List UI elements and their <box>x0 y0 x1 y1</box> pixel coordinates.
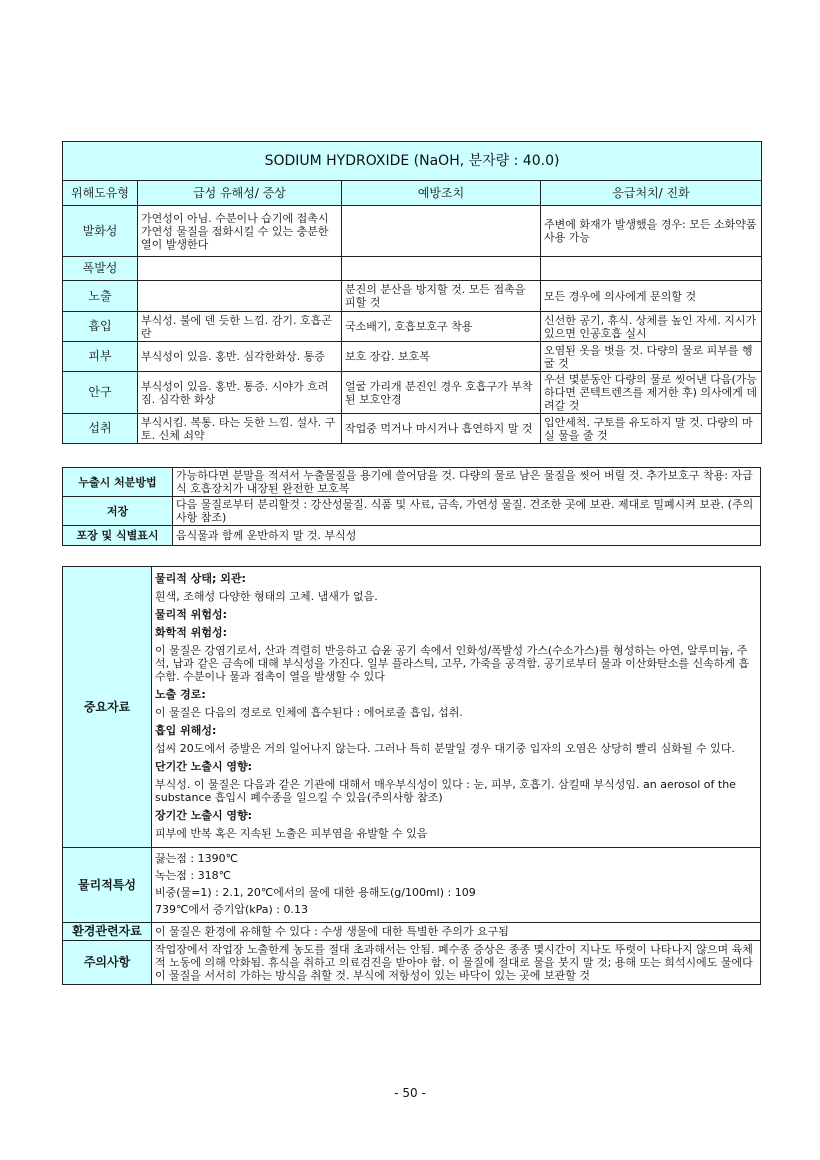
physical-property: 739℃에서 증기압(kPa) : 0.13 <box>155 903 308 916</box>
spill-row-label: 저장 <box>63 497 173 526</box>
important-paragraph: 이 물질은 다음의 경로로 인체에 흡수된다 : 에어로졸 흡입, 섭취. <box>155 706 463 719</box>
first-aid-cell: 모든 경우에 의사에게 문의할 것 <box>541 281 762 312</box>
important-paragraph: 섭씨 20도에서 증발은 거의 일어나지 않는다. 그러나 특히 분말일 경우 대기중 입자의 오염은 상당히 빨리 심화될 수 있다. <box>155 742 735 755</box>
header-hazard-type: 위해도유형 <box>63 181 138 206</box>
spill-row <box>63 526 761 546</box>
hazard-row <box>63 206 762 257</box>
first-aid-cell <box>541 257 762 281</box>
substance-title: SODIUM HYDROXIDE (NaOH, 분자량 : 40.0) <box>63 142 762 181</box>
prevention-cell: 보호 장갑. 보호복 <box>342 342 541 372</box>
symptoms-cell: 부식성이 있음. 홍반. 심각한화상. 통증 <box>138 342 342 372</box>
prevention-cell: 분진의 분산을 방지할 것. 모든 접촉을 피할 것 <box>342 281 541 312</box>
hazard-type-cell: 피부 <box>63 342 138 372</box>
spill-row-text: 다음 물질로부터 분리할것 : 강산성물질. 식품 및 사료, 금속, 가연성 물질. 건조한 곳에 보관. 제대로 밀폐시켜 보관. (주의사항 참조) <box>173 497 761 526</box>
hazard-type-cell: 섭취 <box>63 414 138 444</box>
hazard-row <box>63 342 762 372</box>
important-subheading: 물리적 위험성: <box>155 608 227 621</box>
hazard-table <box>62 141 762 444</box>
hazard-row <box>63 414 762 444</box>
environment-text: 이 물질은 환경에 유해할 수 있다 : 수생 생물에 대한 특별한 주의가 요구됨 <box>152 923 761 941</box>
physical-property: 끓는점 : 1390℃ <box>155 852 238 865</box>
first-aid-cell: 신선한 공기, 휴식. 상체를 높인 자세. 지시가 있으면 인공호흡 실시 <box>541 312 762 342</box>
symptoms-cell: 부식성. 불에 덴 듯한 느낌. 감기. 호흡곤란 <box>138 312 342 342</box>
first-aid-cell: 오염된 옷을 벗을 것. 다량의 물로 피부를 헹굴 것 <box>541 342 762 372</box>
hazard-type-cell: 노출 <box>63 281 138 312</box>
page-number: - 50 - <box>394 1086 426 1100</box>
spill-row-label: 포장 및 식별표시 <box>63 526 173 546</box>
important-subheading: 화학적 위험성: <box>155 626 227 639</box>
physical-property: 비중(물=1) : 2.1, 20℃에서의 물에 대한 용해도(g/100ml) : 109 <box>155 886 476 899</box>
important-paragraph: 피부에 반복 혹은 지속된 노출은 피부염을 유발할 수 있음 <box>155 827 428 840</box>
spill-row <box>63 468 761 497</box>
physical-label: 물리적특성 <box>63 848 152 923</box>
header-first-aid: 응급처치/ 진화 <box>541 181 762 206</box>
spill-row-text: 음식물과 함께 운반하지 말 것. 부식성 <box>173 526 761 546</box>
symptoms-cell: 가연성이 아님. 수분이나 습기에 접촉시 가연성 물질을 점화시킬 수 있는 충분한 열이 발생한다 <box>138 206 342 257</box>
caution-label: 주의사항 <box>63 941 152 985</box>
first-aid-cell: 우선 몇분동안 다량의 물로 씻어낸 다음(가능하다면 콘텍트렌즈를 제거한 후) 의사에게 데려갈 것 <box>541 372 762 414</box>
symptoms-cell: 부식성이 있음. 홍반. 통증. 시야가 흐려짐. 심각한 화상 <box>138 372 342 414</box>
hazard-row <box>63 372 762 414</box>
caution-text: 작업장에서 작업장 노출한계 농도를 절대 초과해서는 안됨. 폐수종 증상은 종종 몇시간이 지나도 뚜렷이 나타나지 않으며 육체적 노동에 의해 악화됨. 휴식을 취하고 의료검진을 받아야 함. 이 물질에 절대로 물을 붓지 말 것; 용해 또는 희석시에도 물에다 이 물질을 서서히 가하는 방식을 취할 것. 부식에 저항성이 있는 바닥이 있는 곳에 보관할 것 <box>152 941 761 985</box>
prevention-cell <box>342 206 541 257</box>
physical-content <box>152 848 761 923</box>
symptoms-cell: 부식시킴. 복통. 타는 듯한 느낌. 설사. 구토. 신체 쇠약 <box>138 414 342 444</box>
important-paragraph: 흰색, 조해성 다양한 형태의 고체. 냄새가 없음. <box>155 590 378 603</box>
prevention-cell: 얼굴 가리개 분진인 경우 호흡구가 부착된 보호안경 <box>342 372 541 414</box>
first-aid-cell: 주변에 화재가 발생했을 경우: 모든 소화약품 사용 가능 <box>541 206 762 257</box>
important-subheading: 장기간 노출시 영향: <box>155 809 253 822</box>
important-label: 중요자료 <box>63 567 152 848</box>
hazard-type-cell: 안구 <box>63 372 138 414</box>
info-table <box>62 566 761 985</box>
important-content <box>152 567 761 848</box>
prevention-cell <box>342 257 541 281</box>
important-subheading: 노출 경로: <box>155 688 206 701</box>
prevention-cell: 작업중 먹거나 마시거나 흡연하지 말 것 <box>342 414 541 444</box>
hazard-type-cell: 폭발성 <box>63 257 138 281</box>
spill-row-label: 누출시 처분방법 <box>63 468 173 497</box>
symptoms-cell <box>138 281 342 312</box>
hazard-type-cell: 발화성 <box>63 206 138 257</box>
important-subheading: 흡입 위해성: <box>155 724 217 737</box>
spill-storage-table <box>62 467 761 546</box>
header-symptoms: 급성 유해성/ 증상 <box>138 181 342 206</box>
important-paragraph: 부식성. 이 물질은 다음과 같은 기관에 대해서 매우부식성이 있다 : 눈, 피부, 호흡기. 삼킬때 부식성임. an aerosol of the substance 흡입시 폐수종을 일으킬 수 있음(주의사항 참조) <box>155 778 736 804</box>
symptoms-cell <box>138 257 342 281</box>
hazard-row <box>63 281 762 312</box>
environment-label: 환경관련자료 <box>63 923 152 941</box>
header-prevention: 예방조치 <box>342 181 541 206</box>
first-aid-cell: 입안세척. 구토를 유도하지 말 것. 다량의 마실 물을 줄 것 <box>541 414 762 444</box>
hazard-row <box>63 312 762 342</box>
important-subheading: 단기간 노출시 영향: <box>155 760 253 773</box>
hazard-type-cell: 흡입 <box>63 312 138 342</box>
important-subheading: 물리적 상태; 외관: <box>155 572 246 585</box>
spill-row-text: 가능하다면 분말을 적셔서 누출물질을 용기에 쓸어담을 것. 다량의 물로 남은 물질을 씻어 버릴 것. 추가보호구 착용: 자급식 호흡장치가 내장된 완전한 보호복 <box>173 468 761 497</box>
hazard-row <box>63 257 762 281</box>
physical-property: 녹는점 : 318℃ <box>155 869 231 882</box>
spill-row <box>63 497 761 526</box>
prevention-cell: 국소배기, 호흡보호구 착용 <box>342 312 541 342</box>
important-paragraph: 이 물질은 강염기로서, 산과 격렬히 반응하고 습윤 공기 속에서 인화성/폭발성 가스(수소가스)를 형성하는 아연, 알루미늄, 주석, 납과 같은 금속에 대해 부식성을 가진다. 일부 플라스틱, 고무, 가죽을 공격함. 공기로부터 물과 이산화탄소를 신속하게 흡수함. 수분이나 물과 접촉이 열을 발생할 수 있다 <box>155 644 750 683</box>
